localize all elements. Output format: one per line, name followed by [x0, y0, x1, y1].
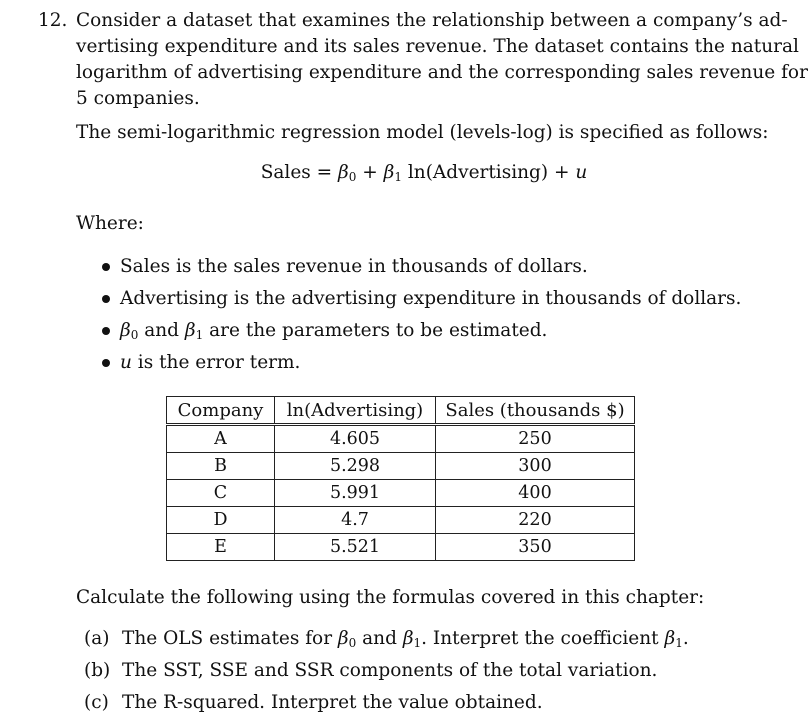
cell-sales: 300	[436, 453, 635, 480]
part-c-label: (c)	[84, 692, 109, 713]
equation-rhs: ln(Advertising) +	[401, 162, 576, 183]
part-b-label: (b)	[84, 660, 111, 681]
part-a-beta0-sub: 0	[348, 636, 357, 650]
cell-company: B	[167, 453, 275, 480]
cell-ln-advertising: 5.991	[275, 480, 436, 507]
definitions-list	[100, 254, 741, 382]
table-row	[167, 425, 635, 453]
equation-beta0-sub: 0	[348, 170, 357, 184]
question-parts	[84, 626, 689, 722]
table-row	[167, 480, 635, 507]
problem-number: 12.	[38, 10, 68, 31]
part-a-and: and	[356, 628, 403, 649]
part-a-text1: The OLS estimates for	[122, 628, 338, 649]
definition-parameters	[100, 318, 741, 350]
cell-sales: 400	[436, 480, 635, 507]
definition-advertising-text: Advertising is the advertising expenditure in thousands of dollars.	[120, 288, 742, 309]
where-label: Where:	[76, 213, 144, 234]
regression-equation	[0, 160, 808, 186]
part-a-end: .	[682, 628, 689, 649]
param-beta0: β	[120, 320, 131, 341]
definition-sales-text: Sales is the sales revenue in thousands of dollars.	[120, 256, 588, 277]
data-table	[166, 396, 635, 561]
table-row	[167, 453, 635, 480]
table-row	[167, 534, 635, 561]
header-ln-advertising: ln(Advertising)	[275, 397, 436, 425]
definition-error-term	[100, 350, 741, 382]
header-company: Company	[167, 397, 275, 425]
cell-sales: 350	[436, 534, 635, 561]
part-a-beta1-sub: 1	[413, 636, 422, 650]
intro-line-3: logarithm of advertising expenditure and the corresponding sales revenue for	[76, 62, 808, 83]
cell-sales: 250	[436, 425, 635, 453]
part-a-beta0: β	[337, 628, 349, 649]
part-c-text: The R-squared. Interpret the value obtained.	[122, 692, 543, 713]
part-b-text: The SST, SSE and SSR components of the total variation.	[122, 660, 658, 681]
cell-company: E	[167, 534, 275, 561]
param-beta1-sub: 1	[195, 328, 204, 342]
param-beta1: β	[184, 320, 196, 341]
part-a-beta1b: β	[664, 628, 676, 649]
part-a-beta1b-sub: 1	[675, 636, 683, 650]
table-header-row	[167, 397, 635, 425]
param-and: and	[138, 320, 185, 341]
calculate-prompt: Calculate the following using the formulas covered in this chapter:	[76, 587, 705, 608]
part-a-beta1: β	[402, 628, 414, 649]
error-rest: is the error term.	[131, 352, 301, 373]
part-b	[84, 658, 689, 690]
equation-plus: +	[356, 162, 384, 183]
cell-company: D	[167, 507, 275, 534]
part-a	[84, 626, 689, 658]
cell-ln-advertising: 5.521	[275, 534, 436, 561]
intro-line-1: Consider a dataset that examines the relationship between a company’s ad-	[76, 10, 788, 31]
equation-beta1-sub: 1	[394, 170, 402, 184]
part-a-text2: . Interpret the coefficient	[421, 628, 665, 649]
part-c	[84, 690, 689, 722]
part-a-label: (a)	[84, 628, 110, 649]
cell-ln-advertising: 4.605	[275, 425, 436, 453]
table-row	[167, 507, 635, 534]
bullet-icon	[102, 263, 110, 271]
intro-line-4: 5 companies.	[76, 88, 200, 109]
header-sales: Sales (thousands $)	[436, 397, 635, 425]
cell-ln-advertising: 4.7	[275, 507, 436, 534]
equation-beta1: β	[383, 162, 395, 183]
equation-error-term: u	[575, 162, 588, 183]
cell-sales: 220	[436, 507, 635, 534]
equation-lhs: Sales =	[260, 162, 339, 183]
equation-beta0: β	[338, 162, 349, 183]
definition-advertising	[100, 286, 741, 318]
intro-line-2: vertising expenditure and its sales revenue. The dataset contains the natural	[76, 36, 799, 57]
error-u: u	[120, 352, 132, 373]
bullet-icon	[102, 327, 110, 335]
model-sentence: The semi-logarithmic regression model (levels-log) is specified as follows:	[76, 122, 769, 143]
cell-company: C	[167, 480, 275, 507]
param-beta0-sub: 0	[130, 328, 139, 342]
cell-company: A	[167, 425, 275, 453]
cell-ln-advertising: 5.298	[275, 453, 436, 480]
param-rest: are the parameters to be estimated.	[203, 320, 548, 341]
bullet-icon	[102, 295, 110, 303]
bullet-icon	[102, 359, 110, 367]
definition-sales	[100, 254, 741, 286]
